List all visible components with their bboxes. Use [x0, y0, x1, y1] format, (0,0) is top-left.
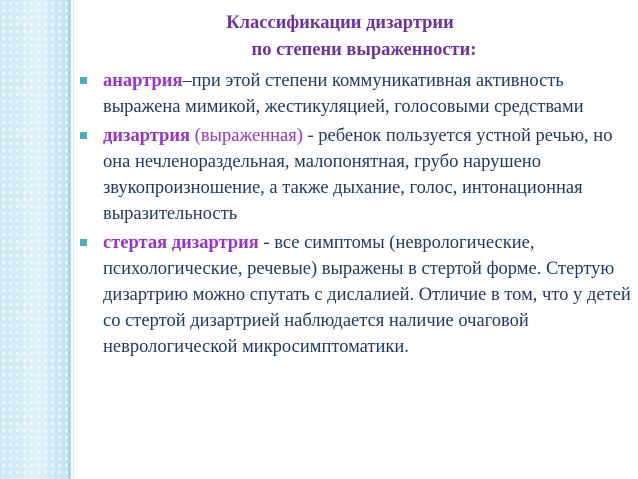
list-item-dysarthria: [78, 123, 633, 227]
term-dysarthria: дизартрия: [103, 126, 191, 146]
term-anarthria: анартрия: [103, 71, 183, 91]
list-item-erased-dysarthria: [78, 230, 633, 360]
decorative-side-stripe: [68, 0, 71, 479]
item-text-dysarthria: - ребенок пользуется устной речью, но она нечленораздельная, малопонятная, грубо нарушено звукопроизношение, а также дыхание, голос, интонационная выразительность: [103, 126, 613, 224]
square-bullet-icon: [80, 132, 87, 139]
decorative-side-band: [0, 0, 68, 479]
slide-title-line2: по степени выраженности:: [251, 40, 477, 60]
item-text-anarthria: –при этой степени коммуникативная активность выражена мимикой, жестикуляцией, голосовыми средствами: [103, 71, 584, 117]
square-bullet-icon: [80, 77, 87, 84]
slide-title-line1: Классификации дизартрии: [226, 13, 454, 33]
term-erased-dysarthria: стертая дизартрия: [103, 233, 259, 253]
classification-list: [78, 68, 633, 363]
list-item-anarthria: [78, 68, 633, 120]
term-qualifier-dysarthria: (выраженная): [190, 126, 303, 146]
decorative-side-stripe-thin: [73, 0, 74, 479]
square-bullet-icon: [80, 239, 87, 246]
item-text-erased-dysarthria: - все симптомы (неврологические, психологические, речевые) выражены в стертой форме. Стертую дизартрию можно спутать с дислалией. Отличие в том, что у детей со стертой дизартрией наблюдается наличие очаговой неврологической микросимптоматики.: [103, 233, 631, 357]
